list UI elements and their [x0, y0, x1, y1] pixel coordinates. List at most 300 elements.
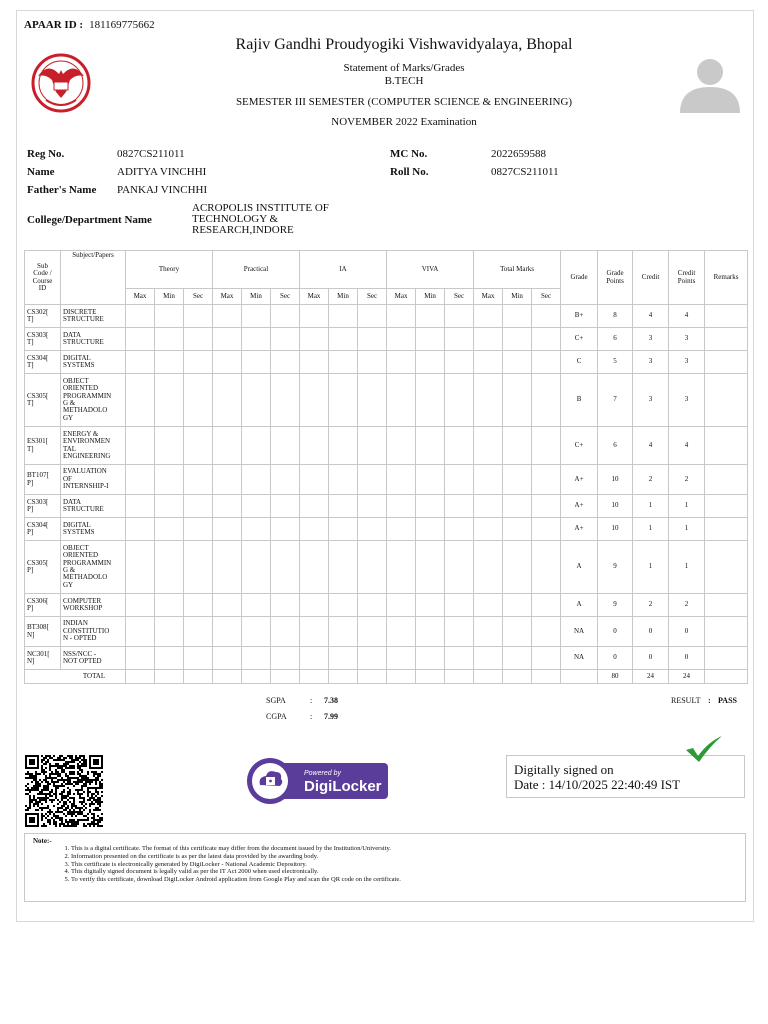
digilocker-badge — [246, 755, 389, 805]
course-code: BT107[ P] — [25, 465, 61, 495]
remarks — [705, 351, 748, 374]
mark-cell — [242, 305, 271, 328]
mark-cell — [532, 541, 561, 594]
grade: C — [561, 351, 598, 374]
mark-cell — [184, 647, 213, 670]
course-code: CS306[ P] — [25, 594, 61, 617]
mark-cell — [329, 541, 358, 594]
apaar-id — [24, 19, 155, 31]
subject-name: ENERGY & ENVIRONMEN TAL ENGINEERING — [61, 427, 126, 465]
notes-title: Note:- — [33, 837, 52, 845]
subheader-max: Max — [474, 289, 503, 305]
mark-cell — [242, 617, 271, 647]
subheader-min: Min — [155, 289, 184, 305]
mark-cell — [474, 518, 503, 541]
mark-cell — [416, 351, 445, 374]
remarks — [705, 670, 748, 684]
mark-cell — [242, 541, 271, 594]
grade: A+ — [561, 495, 598, 518]
subheader-sec: Sec — [532, 289, 561, 305]
header-total-marks: Total Marks — [474, 251, 561, 289]
mark-cell — [300, 670, 329, 684]
mark-cell — [271, 541, 300, 594]
grade: A — [561, 594, 598, 617]
mark-cell — [416, 647, 445, 670]
mark-cell — [503, 495, 532, 518]
mark-cell — [155, 305, 184, 328]
header-sub-code: Sub Code / Course ID — [25, 251, 61, 305]
mark-cell — [213, 518, 242, 541]
total-credit-points: 24 — [669, 670, 705, 684]
apaar-label: APAAR ID : — [24, 19, 84, 31]
qr-code-icon[interactable] — [25, 755, 103, 827]
mark-cell — [184, 427, 213, 465]
header-credit: Credit — [633, 251, 669, 305]
mark-cell — [416, 617, 445, 647]
table-row — [25, 594, 748, 617]
mark-cell — [184, 617, 213, 647]
mark-cell — [445, 465, 474, 495]
table-row — [25, 617, 748, 647]
subheader-min: Min — [329, 289, 358, 305]
mark-cell — [329, 427, 358, 465]
mark-cell — [155, 541, 184, 594]
mark-cell — [358, 495, 387, 518]
mark-cell — [532, 647, 561, 670]
mark-cell — [126, 305, 155, 328]
table-row — [25, 328, 748, 351]
sgpa-colon: : — [310, 696, 313, 705]
name-label: Name — [27, 166, 55, 178]
mark-cell — [474, 305, 503, 328]
mark-cell — [445, 647, 474, 670]
credit-points: 0 — [669, 647, 705, 670]
mark-cell — [387, 594, 416, 617]
mark-cell — [300, 427, 329, 465]
mark-cell — [126, 374, 155, 427]
course-code: CS305[ P] — [25, 541, 61, 594]
course-code: CS303[ T] — [25, 328, 61, 351]
grade-points: 5 — [598, 351, 633, 374]
mark-cell — [445, 594, 474, 617]
credit: 0 — [633, 617, 669, 647]
table-row — [25, 541, 748, 594]
mark-cell — [387, 374, 416, 427]
mark-cell — [358, 518, 387, 541]
mark-cell — [213, 305, 242, 328]
exam-session: NOVEMBER 2022 Examination — [331, 116, 477, 128]
mark-cell — [474, 670, 503, 684]
table-row — [25, 495, 748, 518]
mark-cell — [155, 328, 184, 351]
mark-cell — [213, 594, 242, 617]
grade-points: 7 — [598, 374, 633, 427]
note-item: 3. This certificate is electronically generated by DigiLocker - National Academic Depository. — [71, 861, 737, 869]
mark-cell — [416, 328, 445, 351]
mark-cell — [329, 465, 358, 495]
mark-cell — [358, 305, 387, 328]
credit-points: 0 — [669, 617, 705, 647]
mark-cell — [155, 518, 184, 541]
mark-cell — [387, 518, 416, 541]
result-label: RESULT — [671, 696, 701, 705]
signature-line-1: Digitally signed on — [514, 762, 614, 777]
mark-cell — [184, 594, 213, 617]
mark-cell — [242, 594, 271, 617]
mark-cell — [271, 374, 300, 427]
mark-cell — [532, 305, 561, 328]
subject-name: DISCRETE STRUCTURE — [61, 305, 126, 328]
mark-cell — [416, 305, 445, 328]
subject-name: DIGITAL SYSTEMS — [61, 351, 126, 374]
mark-cell — [213, 670, 242, 684]
mark-cell — [474, 647, 503, 670]
header-practical: Practical — [213, 251, 300, 289]
father-name-label: Father's Name — [27, 184, 97, 196]
mark-cell — [358, 351, 387, 374]
subject-name: DIGITAL SYSTEMS — [61, 518, 126, 541]
student-photo-icon — [677, 55, 743, 113]
mark-cell — [329, 670, 358, 684]
mark-cell — [155, 647, 184, 670]
mark-cell — [271, 495, 300, 518]
remarks — [705, 518, 748, 541]
mark-cell — [358, 374, 387, 427]
mark-cell — [387, 647, 416, 670]
credit: 3 — [633, 351, 669, 374]
note-item: 2. Information presented on the certificate is as per the latest data provided by the awarding body. — [71, 853, 737, 861]
mark-cell — [387, 328, 416, 351]
remarks — [705, 495, 748, 518]
credit-points: 1 — [669, 541, 705, 594]
mark-cell — [242, 427, 271, 465]
mark-cell — [155, 351, 184, 374]
credit: 2 — [633, 465, 669, 495]
table-row — [25, 351, 748, 374]
grade: A — [561, 541, 598, 594]
mark-cell — [329, 617, 358, 647]
sgpa-value: 7.38 — [324, 696, 338, 705]
mark-cell — [271, 670, 300, 684]
mark-cell — [329, 305, 358, 328]
grade-points: 0 — [598, 647, 633, 670]
mark-cell — [155, 374, 184, 427]
subject-name: DATA STRUCTURE — [61, 328, 126, 351]
mark-cell — [213, 647, 242, 670]
mark-cell — [271, 594, 300, 617]
grade-points: 0 — [598, 617, 633, 647]
mark-cell — [358, 594, 387, 617]
mark-cell — [358, 328, 387, 351]
mark-cell — [358, 427, 387, 465]
mark-cell — [213, 541, 242, 594]
subheader-max: Max — [126, 289, 155, 305]
credit: 1 — [633, 495, 669, 518]
credit: 1 — [633, 518, 669, 541]
header-remarks: Remarks — [705, 251, 748, 305]
mark-cell — [300, 351, 329, 374]
mark-cell — [155, 617, 184, 647]
mark-cell — [271, 465, 300, 495]
mark-cell — [300, 617, 329, 647]
mark-cell — [532, 518, 561, 541]
mark-cell — [155, 465, 184, 495]
subject-name: NSS/NCC - NOT OPTED — [61, 647, 126, 670]
header-viva: VIVA — [387, 251, 474, 289]
mark-cell — [329, 328, 358, 351]
roll-no-value: 0827CS211011 — [491, 166, 559, 178]
mark-cell — [213, 351, 242, 374]
grade: A+ — [561, 465, 598, 495]
mark-cell — [474, 328, 503, 351]
mark-cell — [300, 465, 329, 495]
mark-cell — [184, 670, 213, 684]
mark-cell — [184, 541, 213, 594]
course-code: ES301[ T] — [25, 427, 61, 465]
mark-cell — [126, 465, 155, 495]
notes-box — [24, 833, 746, 902]
credit: 2 — [633, 594, 669, 617]
mark-cell — [126, 328, 155, 351]
mark-cell — [213, 465, 242, 495]
roll-no-label: Roll No. — [390, 166, 429, 178]
mark-cell — [416, 541, 445, 594]
mark-cell — [503, 541, 532, 594]
verified-check-icon — [684, 734, 724, 764]
course-code: NC301[ N] — [25, 647, 61, 670]
grade: NA — [561, 617, 598, 647]
mark-cell — [213, 427, 242, 465]
mark-cell — [503, 427, 532, 465]
table-row — [25, 427, 748, 465]
mark-cell — [300, 518, 329, 541]
credit-points: 3 — [669, 374, 705, 427]
apaar-value: 181169775662 — [89, 19, 155, 31]
course-code: CS305[ T] — [25, 374, 61, 427]
credit: 1 — [633, 541, 669, 594]
header-theory: Theory — [126, 251, 213, 289]
mark-cell — [445, 427, 474, 465]
subheader-sec: Sec — [271, 289, 300, 305]
mark-cell — [271, 518, 300, 541]
mark-cell — [387, 541, 416, 594]
mark-cell — [503, 351, 532, 374]
subheader-sec: Sec — [358, 289, 387, 305]
credit-points: 1 — [669, 518, 705, 541]
subheader-min: Min — [242, 289, 271, 305]
credit-points: 2 — [669, 594, 705, 617]
mark-cell — [358, 670, 387, 684]
mark-cell — [213, 328, 242, 351]
credit: 4 — [633, 305, 669, 328]
grade-points: 10 — [598, 495, 633, 518]
mark-cell — [474, 427, 503, 465]
mark-cell — [474, 617, 503, 647]
mark-cell — [445, 351, 474, 374]
mark-cell — [184, 495, 213, 518]
credit: 4 — [633, 427, 669, 465]
mark-cell — [474, 594, 503, 617]
credit: 0 — [633, 647, 669, 670]
mark-cell — [503, 374, 532, 427]
note-item: 1. This is a digital certificate. The format of this certificate may differ from the document issued by the Institution/University. — [71, 845, 737, 853]
mark-cell — [300, 328, 329, 351]
mark-cell — [184, 465, 213, 495]
mark-cell — [358, 617, 387, 647]
semester-title: SEMESTER III SEMESTER (COMPUTER SCIENCE & ENGINEERING) — [235, 96, 573, 108]
powered-by-text: Powered by — [304, 770, 341, 777]
mark-cell — [242, 647, 271, 670]
name-value: ADITYA VINCHHI — [117, 166, 207, 178]
subheader-sec: Sec — [184, 289, 213, 305]
mark-cell — [416, 465, 445, 495]
remarks — [705, 541, 748, 594]
cgpa-colon: : — [310, 712, 313, 721]
table-row — [25, 518, 748, 541]
subheader-max: Max — [213, 289, 242, 305]
mark-cell — [445, 495, 474, 518]
mark-cell — [329, 647, 358, 670]
mark-cell — [532, 351, 561, 374]
mark-cell — [126, 670, 155, 684]
mark-cell — [126, 518, 155, 541]
credit-points: 3 — [669, 328, 705, 351]
mc-no-label: MC No. — [390, 148, 428, 160]
mark-cell — [474, 541, 503, 594]
mark-cell — [445, 541, 474, 594]
mark-cell — [532, 670, 561, 684]
header-grade-points: Grade Points — [598, 251, 633, 305]
grade: NA — [561, 647, 598, 670]
credit-points: 1 — [669, 495, 705, 518]
mark-cell — [416, 518, 445, 541]
subject-name: COMPUTER WORKSHOP — [61, 594, 126, 617]
grade-points: 9 — [598, 541, 633, 594]
mark-cell — [503, 305, 532, 328]
mark-cell — [242, 351, 271, 374]
grade: C+ — [561, 328, 598, 351]
mark-cell — [445, 305, 474, 328]
mark-cell — [271, 328, 300, 351]
mark-cell — [271, 305, 300, 328]
father-name-value: PANKAJ VINCHHI — [117, 184, 208, 196]
subheader-max: Max — [387, 289, 416, 305]
note-item: 5. To verify this certificate, download DigiLocker Android application from Google Play and scan the QR code on the certificate. — [71, 876, 737, 884]
mark-cell — [213, 495, 242, 518]
statement-title: Statement of Marks/Grades — [343, 62, 465, 74]
mark-cell — [271, 351, 300, 374]
mark-cell — [503, 328, 532, 351]
mark-cell — [271, 617, 300, 647]
mark-cell — [445, 328, 474, 351]
result-colon: : — [708, 696, 711, 705]
mark-cell — [532, 427, 561, 465]
mark-cell — [242, 518, 271, 541]
grade: A+ — [561, 518, 598, 541]
mark-cell — [184, 351, 213, 374]
mark-cell — [242, 374, 271, 427]
mark-cell — [242, 495, 271, 518]
mark-cell — [474, 465, 503, 495]
grade: C+ — [561, 427, 598, 465]
marks-table — [24, 250, 748, 684]
credit-points: 2 — [669, 465, 705, 495]
mark-cell — [184, 374, 213, 427]
mark-cell — [155, 427, 184, 465]
signature-date: Date : 14/10/2025 22:40:49 IST — [514, 777, 681, 792]
remarks — [705, 305, 748, 328]
header-ia: IA — [300, 251, 387, 289]
mark-cell — [387, 427, 416, 465]
grade-points: 6 — [598, 328, 633, 351]
subject-name: OBJECT ORIENTED PROGRAMMIN G & METHADOLO GY — [61, 541, 126, 594]
course-code: CS303[ P] — [25, 495, 61, 518]
mark-cell — [358, 465, 387, 495]
grade-points: 6 — [598, 427, 633, 465]
mark-cell — [387, 305, 416, 328]
mark-cell — [445, 670, 474, 684]
mark-cell — [387, 670, 416, 684]
mark-cell — [416, 670, 445, 684]
cgpa-label: CGPA — [266, 712, 287, 721]
university-name: Rajiv Gandhi Proudyogiki Vishwavidyalaya, Bhopal — [235, 36, 573, 53]
mark-cell — [416, 594, 445, 617]
mark-cell — [242, 465, 271, 495]
mark-cell — [300, 594, 329, 617]
mark-cell — [329, 351, 358, 374]
credit: 3 — [633, 328, 669, 351]
mark-cell — [387, 465, 416, 495]
mark-cell — [329, 518, 358, 541]
reg-no-value: 0827CS211011 — [117, 148, 185, 160]
mark-cell — [532, 594, 561, 617]
course-code: BT308[ N] — [25, 617, 61, 647]
subheader-max: Max — [300, 289, 329, 305]
credit-points: 4 — [669, 427, 705, 465]
subject-name: INDIAN CONSTITUTIO N - OPTED — [61, 617, 126, 647]
mark-cell — [445, 374, 474, 427]
grade-points: 10 — [598, 465, 633, 495]
remarks — [705, 328, 748, 351]
subheader-min: Min — [503, 289, 532, 305]
mark-cell — [126, 495, 155, 518]
remarks — [705, 427, 748, 465]
remarks — [705, 617, 748, 647]
grade: B — [561, 374, 598, 427]
mark-cell — [329, 374, 358, 427]
mark-cell — [242, 328, 271, 351]
course-code: CS304[ T] — [25, 351, 61, 374]
mark-cell — [387, 617, 416, 647]
subject-name: DATA STRUCTURE — [61, 495, 126, 518]
result-value: PASS — [718, 696, 737, 705]
remarks — [705, 374, 748, 427]
remarks — [705, 465, 748, 495]
mark-cell — [474, 374, 503, 427]
note-item: 4. This digitally signed document is legally valid as per the IT Act 2000 when used electronically. — [71, 868, 737, 876]
mark-cell — [126, 647, 155, 670]
mark-cell — [300, 541, 329, 594]
credit-points: 3 — [669, 351, 705, 374]
cgpa-value: 7.99 — [324, 712, 338, 721]
header-grade: Grade — [561, 251, 598, 305]
subject-name: OBJECT ORIENTED PROGRAMMIN G & METHADOLO GY — [61, 374, 126, 427]
college-label: College/Department Name — [27, 214, 152, 226]
mark-cell — [358, 647, 387, 670]
mark-cell — [532, 328, 561, 351]
mark-cell — [126, 541, 155, 594]
mark-cell — [126, 427, 155, 465]
